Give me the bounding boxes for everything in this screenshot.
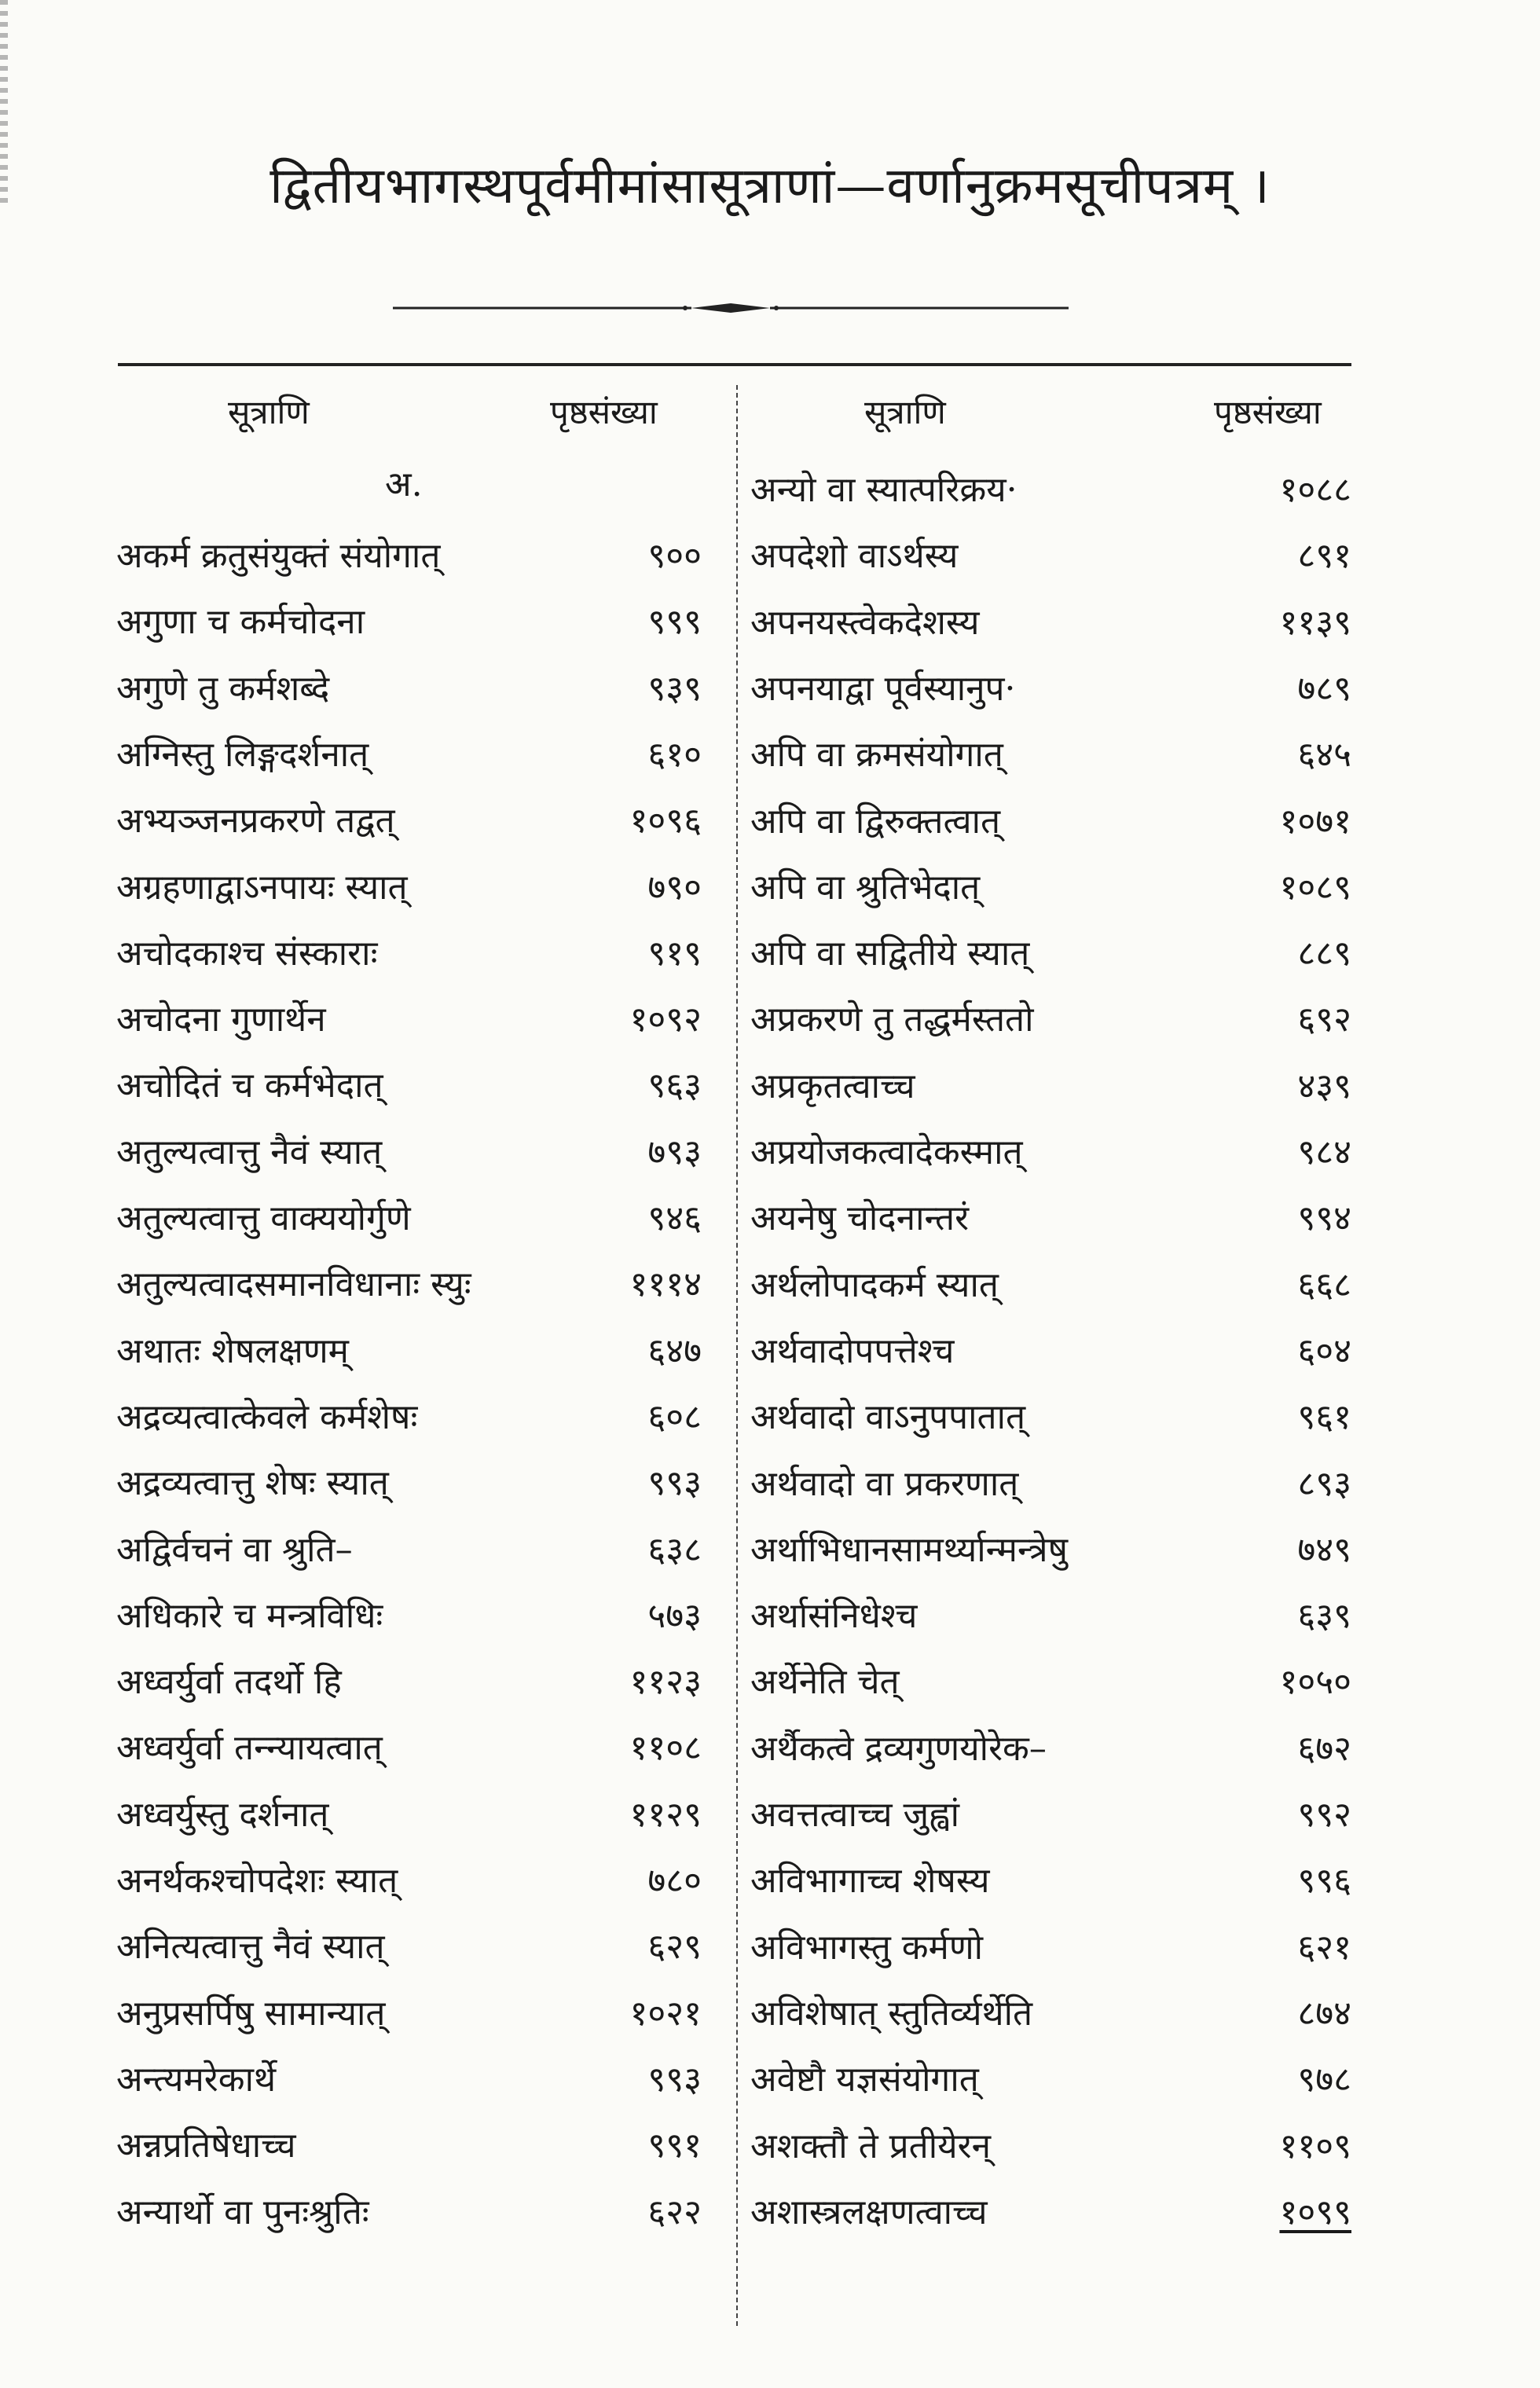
index-row (750, 2049, 1351, 2111)
page-number: ६०८ (647, 1396, 702, 1437)
index-row (750, 857, 1351, 919)
sutra-text: अधिकारे च मन्त्रविधिः (116, 1595, 383, 1636)
index-row (750, 1121, 1351, 1184)
page-number: ७९० (647, 867, 702, 908)
sutra-text: अर्थवादो वा प्रकरणात् (750, 1463, 1019, 1504)
index-row (750, 1850, 1351, 1913)
sutra-text: अर्थैकत्वे द्रव्यगुणयोरेक– (750, 1728, 1047, 1769)
page-number: १११४ (629, 1264, 702, 1305)
page-number: ९९४ (1297, 1198, 1351, 1239)
page-number: १०९६ (629, 801, 702, 842)
index-row (750, 790, 1351, 853)
page-number: ६२९ (647, 1927, 702, 1968)
page-number: ८९३ (1297, 1463, 1351, 1504)
page-number: ८९१ (1297, 536, 1351, 577)
page-number: ७८० (647, 1861, 702, 1901)
sutra-text: अप्रकरणे तु तद्धर्मस्ततो (750, 1000, 1034, 1040)
page-number: ९१९ (647, 933, 702, 974)
sutra-text: अर्थवादोपपत्तेश्च (750, 1330, 955, 1371)
index-row (750, 2115, 1351, 2178)
sutra-text: अनुप्रसर्पिषु सामान्यात् (116, 1993, 386, 2034)
index-row (750, 459, 1351, 522)
page-number: ११३९ (1279, 602, 1351, 643)
index-row (750, 1784, 1351, 1847)
page-number: ६७२ (1297, 1728, 1351, 1769)
sutra-text: अपि वा सद्वितीये स्यात् (750, 934, 1030, 974)
page-number: ११२३ (629, 1662, 702, 1703)
sutra-text: अवत्तत्वाच्च जुह्वां (750, 1795, 959, 1835)
sutra-text: अचोदकाश्च संस्काराः (116, 933, 378, 974)
page-number: ६३९ (1297, 1596, 1351, 1637)
page-number: ९७८ (1297, 2060, 1351, 2100)
sutra-text: अन्यो वा स्यात्परिक्रय· (750, 470, 1018, 510)
index-row (750, 1453, 1351, 1516)
index-row (750, 1585, 1351, 1648)
page-number: ७४९ (1297, 1529, 1351, 1570)
page-number: १०९२ (629, 1000, 702, 1040)
sutra-text: अग्रहणाद्वाऽनपायः स्यात् (116, 867, 408, 908)
sutra-text: अर्थासंनिधेश्च (750, 1596, 918, 1637)
page-number: १०७१ (1279, 801, 1351, 842)
page-number: ११२९ (629, 1794, 702, 1835)
index-row (750, 1386, 1351, 1449)
page-number: ५७३ (647, 1595, 702, 1636)
index-row (750, 1917, 1351, 1979)
sutra-text: अशास्त्रलक्षणत्वाच्च (750, 2192, 988, 2232)
sutra-text: अध्वर्युस्तु दर्शनात् (116, 1794, 329, 1835)
page-number: ६०४ (1297, 1330, 1351, 1371)
section-letter: अ. (385, 464, 423, 504)
page-number: ९९३ (647, 1463, 702, 1504)
sutra-text: अनर्थकश्चोपदेशः स्यात् (116, 1861, 398, 1901)
sutra-text: अविशेषात् स्तुतिर्व्यर्थेति (750, 1993, 1033, 2034)
page-number: १०२१ (629, 1993, 702, 2034)
sutra-text: अविभागाच्च शेषस्य (750, 1861, 990, 1902)
sutra-text: अविभागस्तु कर्मणो (750, 1927, 984, 1968)
index-row (750, 1187, 1351, 1250)
page-number: ८७४ (1297, 1993, 1351, 2034)
left-sutra-header: सूत्राणि (228, 393, 310, 431)
page-number: ७९३ (647, 1132, 702, 1172)
page-number: ८८९ (1297, 934, 1351, 974)
right-page-header: पृष्ठसंख्या (1214, 393, 1322, 431)
page-number: ९०० (647, 536, 702, 576)
page-number: ६२२ (647, 2192, 702, 2232)
sutra-text: अध्वर्युर्वा तदर्थो हि (116, 1662, 342, 1703)
page-number: ६३८ (647, 1529, 702, 1570)
index-row (750, 1983, 1351, 2045)
index-row (750, 592, 1351, 655)
page-number: ९९३ (647, 2059, 702, 2100)
page-number: ७८९ (1297, 668, 1351, 709)
left-page-header: पृष्ठसंख्या (550, 393, 658, 431)
sutra-text: अपि वा श्रुतिभेदात् (750, 867, 981, 908)
right-sutra-header: सूत्राणि (864, 393, 946, 431)
sutra-text: अतुल्यत्वात्तु नैवं स्यात् (116, 1132, 383, 1172)
sutra-text: अर्थलोपादकर्म स्यात् (750, 1264, 999, 1305)
sutra-text: अपनयस्त्वेकदेशस्य (750, 602, 980, 643)
page-number: ९३९ (647, 668, 702, 709)
sutra-text: अनित्यत्वात्तु नैवं स्यात् (116, 1927, 385, 1968)
index-row (750, 989, 1351, 1051)
index-row (750, 923, 1351, 985)
sutra-text: अर्थाभिधानसामर्थ्यान्मन्त्रेषु (750, 1529, 1069, 1570)
sutra-text: अपनयाद्वा पूर्वस्यानुप· (750, 668, 1016, 709)
sutra-text: अर्थवादो वाऽनुपपातात् (750, 1397, 1026, 1438)
index-row (750, 724, 1351, 787)
sutra-text: अभ्यञ्जनप्रकरणे तद्वत् (116, 801, 395, 842)
sutra-text: अध्वर्युर्वा तन्न्यायत्वात् (116, 1728, 383, 1769)
sutra-text: अप्रकृतत्वाच्च (750, 1066, 915, 1106)
sutra-text: अवेष्टौ यज्ञसंयोगात् (750, 2060, 979, 2100)
page-number: ९९१ (647, 2126, 702, 2166)
sutra-text: अगुणे तु कर्मशब्दे (116, 668, 330, 709)
index-row (750, 658, 1351, 721)
page-number: ४३९ (1297, 1066, 1351, 1106)
sutra-text: अचोदितं च कर्मभेदात् (116, 1066, 383, 1106)
sutra-text: अचोदना गुणार्थेन (116, 1000, 326, 1040)
sutra-text: अपदेशो वाऽर्थस्य (750, 536, 959, 577)
index-row (750, 525, 1351, 588)
page-number: ११०८ (629, 1728, 702, 1769)
sutra-text: अकर्म क्रतुसंयुक्तं संयोगात् (116, 536, 441, 576)
sutra-text: अशक्तौ ते प्रतीयेरन् (750, 2126, 992, 2166)
sutra-text: अर्थेनेति चेत् (750, 1662, 900, 1703)
sutra-text: अद्विर्वचनं वा श्रुति– (116, 1529, 353, 1570)
index-row (750, 1254, 1351, 1317)
index-row (750, 1320, 1351, 1383)
sutra-text: अन्यार्थो वा पुनःश्रुतिः (116, 2192, 369, 2232)
page-number: १०९९ (1279, 2192, 1351, 2232)
index-row (750, 1519, 1351, 1582)
page-number: ६१० (647, 734, 702, 775)
page-number: ६६८ (1297, 1264, 1351, 1305)
page-number: १०५० (1279, 1662, 1351, 1703)
sutra-text: अयनेषु चोदनान्तरं (750, 1198, 970, 1239)
page-number: ९९६ (1297, 1861, 1351, 1902)
page-number: ९६१ (1297, 1397, 1351, 1438)
page-number: ९८४ (1297, 1132, 1351, 1172)
page-number: १०८९ (1279, 867, 1351, 908)
index-row (750, 2181, 1351, 2244)
sutra-text: अतुल्यत्वादसमानविधानाः स्युः (116, 1264, 471, 1305)
sutra-text: अथातः शेषलक्षणम् (116, 1330, 349, 1371)
page-title: द्वितीयभागस्थपूर्वमीमांसासूत्राणां—वर्णानुक्रमसूचीपत्रम् । (270, 157, 1270, 215)
sutra-text: अपि वा द्विरुक्तत्वात् (750, 801, 1001, 842)
page-number: ९४६ (647, 1198, 702, 1238)
page-number: ६२१ (1297, 1927, 1351, 1968)
sutra-text: अप्रयोजकत्वादेकस्मात् (750, 1132, 1023, 1172)
sutra-text: अद्रव्यत्वात्केवले कर्मशेषः (116, 1396, 418, 1437)
index-row (750, 1651, 1351, 1714)
index-row (750, 1718, 1351, 1781)
page-number: ६४७ (647, 1330, 702, 1371)
sutra-text: अद्रव्यत्वात्तु शेषः स्यात् (116, 1463, 389, 1504)
page-number: १०८८ (1279, 470, 1351, 510)
page-number: ११०९ (1279, 2126, 1351, 2166)
sutra-text: अन्नप्रतिषेधाच्च (116, 2126, 296, 2166)
sutra-text: अपि वा क्रमसंयोगात् (750, 735, 1003, 776)
sutra-text: अगुणा च कर्मचोदना (116, 602, 365, 643)
page-number: ९९२ (1297, 1795, 1351, 1835)
page-number: ६९२ (1297, 1000, 1351, 1040)
index-row (750, 1055, 1351, 1118)
page-number: ९६३ (647, 1066, 702, 1106)
sutra-text: अन्त्यमरेकार्थे (116, 2059, 277, 2100)
page-number: ६४५ (1297, 735, 1351, 776)
sutra-text: अग्निस्तु लिङ्गदर्शनात् (116, 734, 369, 775)
page-number: ९९९ (647, 602, 702, 643)
sutra-text: अतुल्यत्वात्तु वाक्ययोर्गुणे (116, 1198, 411, 1238)
